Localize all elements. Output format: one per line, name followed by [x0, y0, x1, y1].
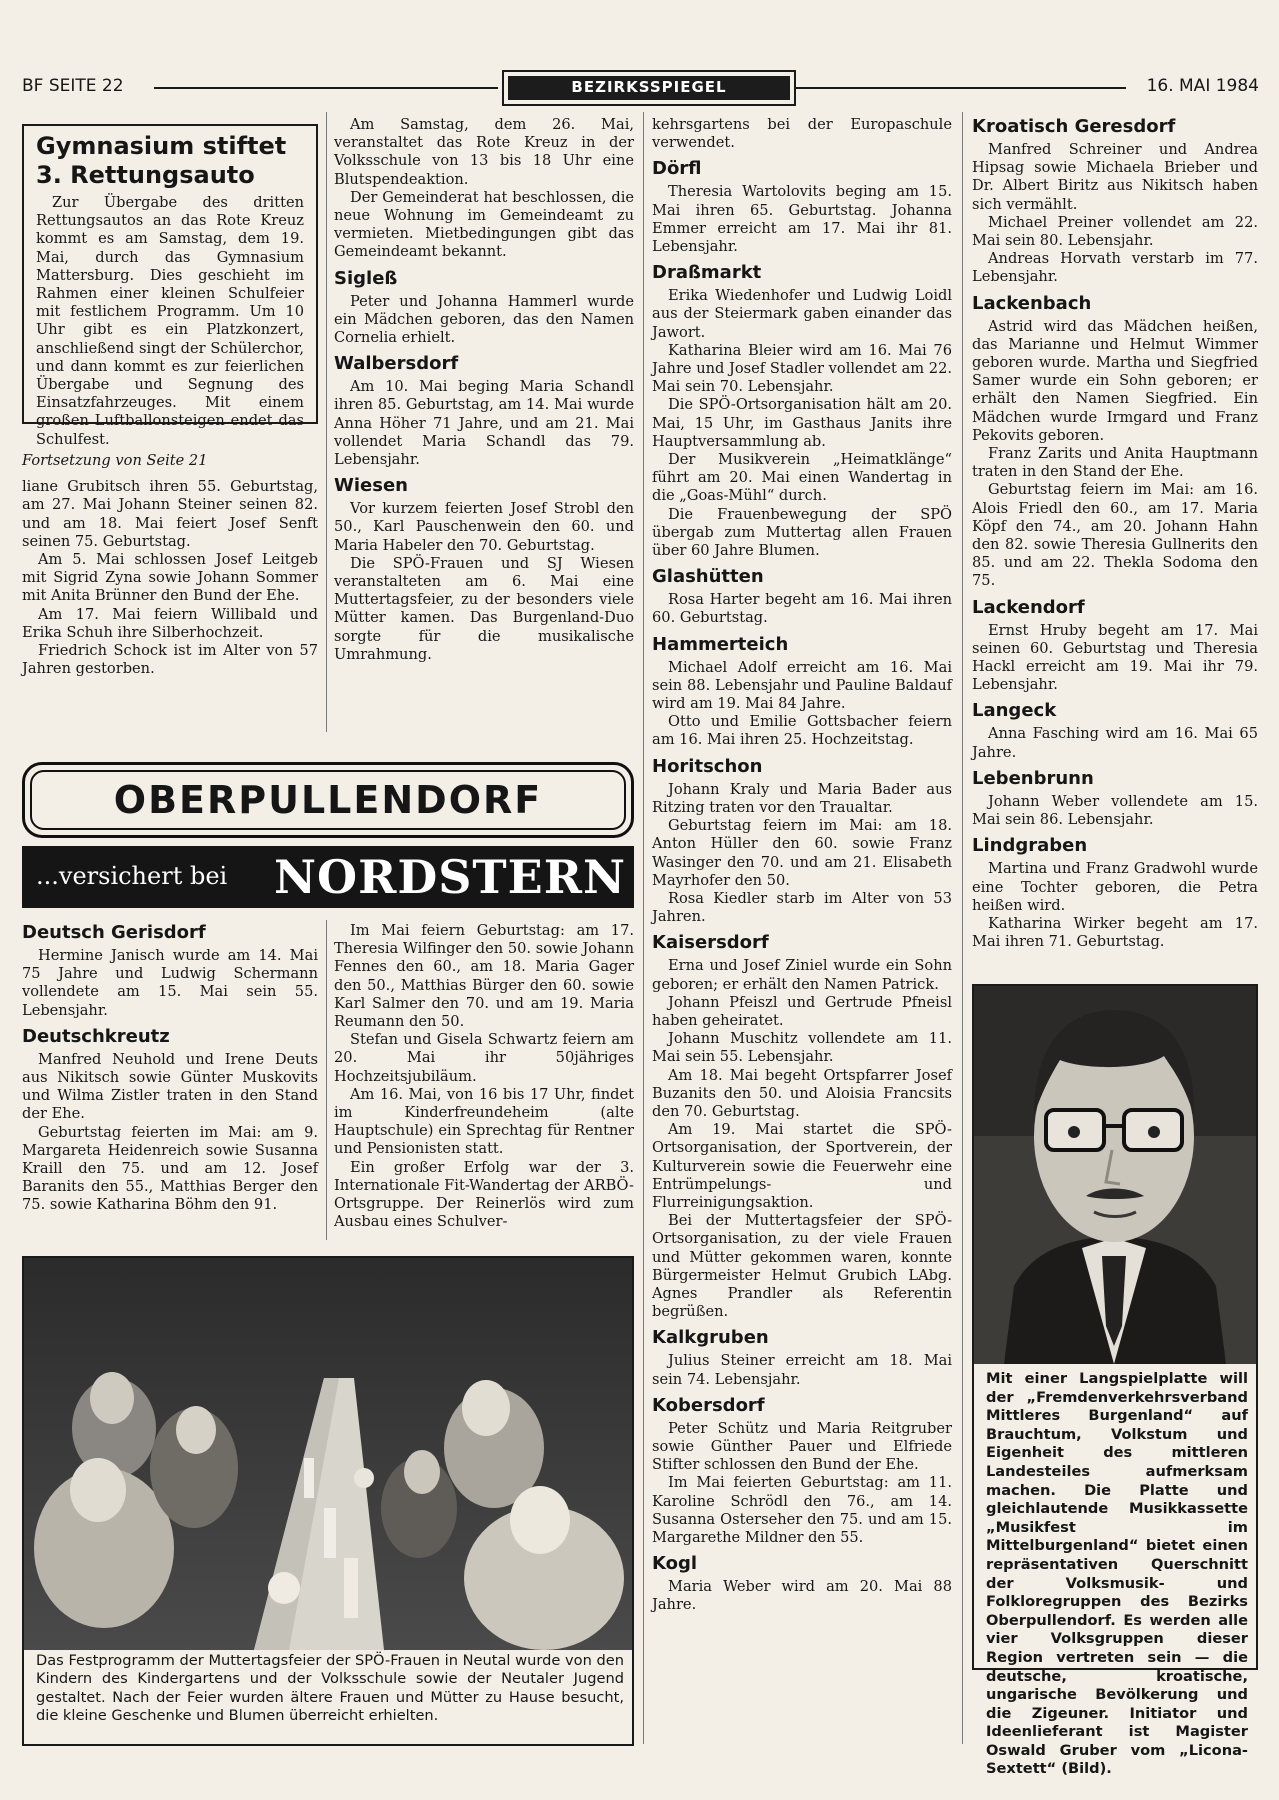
paragraph: Friedrich Schock ist im Alter von 57 Jahren gestorben. [22, 642, 318, 678]
issue-date: 16. MAI 1984 [1146, 76, 1259, 96]
town-heading: Kalkgruben [652, 1327, 769, 1349]
paragraph: Am Samstag, dem 26. Mai, veranstaltet das Rote Kreuz in der Volksschule von 13 bis 18 Uhr eine Blutspendeaktion. [334, 116, 634, 188]
continuation-note: Fortsetzung von Seite 21 [22, 452, 208, 469]
paragraph: Die Frauenbewegung der SPÖ übergab zum Muttertag allen Frauen über 60 Jahre Blumen. [652, 505, 952, 560]
town-heading: Lackenbach [972, 292, 1092, 314]
paragraph: Der Gemeinderat hat beschlossen, die neue Wohnung im Gemeindeamt zu vermieten. Mietbedingungen gibt das Gemeindeamt bekannt. [334, 188, 634, 261]
town-heading: Dörfl [652, 158, 702, 180]
column-2 [334, 116, 634, 664]
town-heading: Glashütten [652, 566, 764, 588]
paragraph: Vor kurzem feierten Josef Strobl den 50., Karl Pauschenwein den 60. und Maria Habeler den 70. Geburtstag. [334, 500, 634, 554]
paragraph: Manfred Schreiner und Andrea Hipsag sowie Michaela Brieber und Dr. Albert Biritz aus Nikitsch haben sich vermählt. [972, 141, 1258, 213]
column-1 [22, 452, 318, 678]
paragraph: Hermine Janisch wurde am 14. Mai 75 Jahre und Ludwig Schermann vollendete am 15. Mai sein 55. Lebensjahr. [22, 947, 318, 1019]
town-heading: Deutschkreutz [22, 1025, 170, 1047]
region-title: OBERPULLENDORF [30, 770, 626, 830]
paragraph: Rosa Kiedler starb im Alter von 53 Jahren. [652, 889, 952, 926]
paragraph: Johann Pfeiszl und Gertrude Pfneisl haben geheiratet. [652, 993, 952, 1029]
paragraph: Johann Weber vollendete am 15. Mai sein 86. Lebensjahr. [972, 792, 1258, 829]
paragraph: Am 16. Mai, von 16 bis 17 Uhr, findet im Kinderfreundeheim (alte Hauptschule) ein Sprechtag für Rentner und Pensionisten statt. [334, 1085, 634, 1158]
header-rule [154, 87, 498, 89]
lower-column-2 [334, 922, 634, 1231]
town-heading: Deutsch Gerisdorf [22, 922, 206, 943]
paragraph: Im Mai feierten Geburtstag: am 11. Karoline Schrödl den 76., am 14. Susanna Osterseher den 75. und am 15. Margarethe Mildner den 55. [652, 1474, 952, 1546]
lower-column-1 [22, 922, 318, 1215]
paragraph: Erika Wiedenhofer und Ludwig Loidl aus der Steiermark gaben einander das Jawort. [652, 287, 952, 341]
page-number: BF SEITE 22 [22, 76, 124, 96]
portrait-photo-image [974, 986, 1256, 1364]
paragraph: Die SPÖ-Ortsorganisation hält am 20. Mai, 15 Uhr, im Gasthaus Janits ihre Hauptversammlung ab. [652, 396, 952, 450]
town-heading: Draßmarkt [652, 262, 762, 284]
paragraph: Michael Preiner vollendet am 22. Mai sein 80. Lebensjahr. [972, 213, 1258, 250]
town-heading: Wiesen [334, 475, 408, 497]
box-text-wrap [36, 194, 304, 449]
paragraph: Im Mai feiern Geburtstag: am 17. Theresia Wilfinger den 50. sowie Johann Fennes den 60., am 18. Maria Gager den 50., Matthias Bürger den 60. sowie Karl Salmer den 70. und am 19. Maria Reumann den 50. [334, 922, 634, 1031]
page-header [22, 70, 1259, 106]
paragraph: Peter Schütz und Maria Reitgruber sowie Günther Pauer und Elfriede Stifter schlossen den Bund der Ehe. [652, 1419, 952, 1474]
paragraph: Stefan und Gisela Schwartz feiern am 20. Mai ihr 50jähriges Hochzeitsjubiläum. [334, 1031, 634, 1085]
paragraph: Katharina Wirker begeht am 17. Mai ihren 71. Geburtstag. [972, 914, 1258, 951]
paragraph: Erna und Josef Ziniel wurde ein Sohn geboren; er erhält den Namen Patrick. [652, 957, 952, 993]
paragraph: Martina und Franz Gradwohl wurde eine Tochter geboren, die Petra heißen wird. [972, 860, 1258, 914]
column-divider [962, 112, 963, 1744]
town-heading: Lackendorf [972, 596, 1085, 618]
paragraph: Theresia Wartolovits beging am 15. Mai ihren 65. Geburtstag. Johanna Emmer erreicht am 17. Mai ihr 81. Lebensjahr. [652, 183, 952, 256]
boxed-article [22, 124, 318, 448]
paragraph: Am 5. Mai schlossen Josef Leitgeb mit Sigrid Zyna sowie Johann Sommer mit Anita Brünner den Bund der Ehe. [22, 551, 318, 605]
region-banner [22, 762, 634, 838]
paragraph: Johann Muschitz vollendete am 11. Mai sein 55. Lebensjahr. [652, 1030, 952, 1066]
column-divider [326, 920, 327, 1240]
paragraph: Otto und Emilie Gottsbacher feiern am 16. Mai ihren 25. Hochzeitstag. [652, 713, 952, 749]
paragraph: Am 10. Mai beging Maria Schandl ihren 85. Geburtstag, am 14. Mai wurde Anna Höher 71 Jahre, und am 21. Mai vollendet Maria Schandl das 79. Lebensjahr. [334, 378, 634, 469]
column-4 [972, 116, 1258, 951]
paragraph: Maria Weber wird am 20. Mai 88 Jahre. [652, 1578, 952, 1614]
town-heading: Sigleß [334, 267, 398, 289]
paragraph: Julius Steiner erreicht am 18. Mai sein 74. Lebensjahr. [652, 1352, 952, 1388]
paragraph: Bei der Muttertagsfeier der SPÖ-Ortsorganisation, zu der viele Frauen und Mütter gekommen waren, konnte Bürgermeister Helmut Grubich LAbg. Agnes Prandler als Referentin begrüßen. [652, 1212, 952, 1321]
column-3 [652, 116, 952, 1615]
paragraph: Johann Kraly und Maria Bader aus Ritzing traten vor den Traualtar. [652, 780, 952, 816]
town-heading: Lebenbrunn [972, 767, 1094, 789]
town-heading: Langeck [972, 700, 1057, 722]
paragraph: Die SPÖ-Frauen und SJ Wiesen veranstalteten am 6. Mai eine Muttertagsfeier, zu der besonders viele Mütter kamen. Das Burgenland-Duo sorgte für die musikalische Umrahmung. [334, 554, 634, 663]
town-heading: Kaisersdorf [652, 932, 769, 954]
town-heading: Lindgraben [972, 835, 1088, 857]
box-title: Gymnasium stiftet 3. Rettungsauto [36, 132, 287, 189]
section-title: BEZIRKSSPIEGEL [508, 76, 790, 100]
sponsor-banner [22, 846, 634, 908]
paragraph: Anna Fasching wird am 16. Mai 65 Jahre. [972, 725, 1258, 761]
town-heading: Kogl [652, 1553, 698, 1575]
column-divider [326, 112, 327, 732]
paragraph: Am 17. Mai feiern Willibald und Erika Schuh ihre Silberhochzeit. [22, 605, 318, 641]
paragraph: Astrid wird das Mädchen heißen, das Marianne und Helmut Wimmer geboren wurde. Martha und Siegfried Samer wurde ein Sohn geboren; er erhält den Namen Siegfried. Ein Mädchen wurde Irmgard und Franz Pekovits geboren. [972, 317, 1258, 444]
header-rule [796, 87, 1126, 89]
column-divider [643, 112, 644, 1744]
town-heading: Horitschon [652, 755, 763, 777]
paragraph: liane Grubitsch ihren 55. Geburtstag, am 27. Mai Johann Steiner seinen 82. und am 18. Mai feiert Josef Senft seinen 75. Geburtstag. [22, 478, 318, 550]
paragraph: Geburtstag feiern im Mai: am 18. Anton Hüller den 60. sowie Franz Wasinger den 70. und am 21. Elisabeth Mayrhofer den 50. [652, 817, 952, 889]
town-heading: Hammerteich [652, 633, 789, 655]
box-text: Zur Übergabe des dritten Rettungsautos an das Rote Kreuz kommt es am Samstag, dem 19. Mai, durch das Gymnasium Mattersburg. Dies geschieht im Rahmen einer kleinen Schulfeier mit festlichem Programm. Um 10 Uhr gibt es ein Platzkonzert, anschließend singt der Schülerchor, und dann kommt es zur feierlichen Übergabe und Segnung des Einsatzfahrzeuges. Mit einem großen Luftballonsteigen endet das Schulfest. [36, 194, 304, 448]
paragraph: Franz Zarits und Anita Hauptmann traten in den Stand der Ehe. [972, 445, 1258, 481]
sponsor-slogan: ...versichert bei [36, 862, 228, 890]
paragraph: kehrsgartens bei der Europaschule verwendet. [652, 116, 952, 152]
festival-photo-image [24, 1258, 632, 1650]
paragraph: Rosa Harter begeht am 16. Mai ihren 60. Geburtstag. [652, 591, 952, 627]
paragraph: Ernst Hruby begeht am 17. Mai seinen 60. Geburtstag und Theresia Hackl erreicht am 19. Mai ihr 79. Lebensjahr. [972, 621, 1258, 694]
paragraph: Michael Adolf erreicht am 16. Mai sein 88. Lebensjahr und Pauline Baldauf wird am 19. Mai 84 Jahre. [652, 658, 952, 713]
paragraph: Geburtstag feierten im Mai: am 9. Margareta Heidenreich sowie Susanna Kraill den 75. und am 12. Josef Baranits den 55., Matthias Berger den 75. sowie Katharina Böhm den 91. [22, 1123, 318, 1214]
paragraph: Andreas Horvath verstarb im 77. Lebensjahr. [972, 250, 1258, 286]
paragraph: Peter und Johanna Hammerl wurde ein Mädchen geboren, das den Namen Cornelia erhielt. [334, 292, 634, 347]
section-badge [502, 70, 796, 106]
paragraph: Am 18. Mai begeht Ortspfarrer Josef Buzanits den 50. und Aloisia Francsits den 70. Geburtstag. [652, 1066, 952, 1120]
photo-festival-caption: Das Festprogramm der Muttertagsfeier der SPÖ-Frauen in Neutal wurde von den Kindern des Kindergartens und der Volksschule sowie der Neutaler Jugend gestaltet. Nach der Feier wurden ältere Frauen und Mütter zu Hause besucht, die kleine Geschenke und Blumen überreicht erhielten. [36, 1652, 624, 1725]
town-heading: Kobersdorf [652, 1394, 765, 1416]
town-heading: Kroatisch Geresdorf [972, 116, 1176, 137]
photo-portrait-caption: Mit einer Langspielplatte will der „Fremdenverkehrsverband Mittleres Burgenland“ auf Brauchtum, Volkstum und Eigenheit des mittleren Landesteiles aufmerksam machen. Die Platte und gleichlautende Musikkassette „Musikfest im Mittelburgenland“ bietet einen repräsentativen Querschnitt der Volksmusik- und Folkloregruppen des Bezirks Oberpullendorf. Es werden alle vier Volksgruppen dieser Region vertreten sein — die deutsche, kroatische, ungarische Bevölkerung und die Zigeuner. Initiator und Ideenlieferant ist Magister Oswald Gruber vom „Licona-Sextett“ (Bild). [986, 1370, 1248, 1778]
paragraph: Ein großer Erfolg war der 3. Internationale Fit-Wandertag der ARBÖ-Ortsgruppe. Der Reinerlös wird zum Ausbau eines Schulver- [334, 1158, 634, 1231]
paragraph: Katharina Bleier wird am 16. Mai 76 Jahre und Josef Stadler vollendet am 22. Mai sein 70. Lebensjahr. [652, 341, 952, 396]
paragraph: Am 19. Mai startet die SPÖ-Ortsorganisation, der Sportverein, der Kulturverein sowie die Feuerwehr eine Entrümpelungs- und Flurreinigungsaktion. [652, 1121, 952, 1211]
sponsor-name: NORDSTERN [273, 850, 626, 904]
paragraph: Geburtstag feiern im Mai: am 16. Alois Friedl den 60., am 17. Maria Köpf den 74., am 20. Johann Hahn den 82. sowie Theresia Gullnerits den 85. und am 22. Thekla Sodoma den 75. [972, 481, 1258, 590]
paragraph: Manfred Neuhold und Irene Deuts aus Nikitsch sowie Günter Muskovits und Wilma Zistler traten in den Stand der Ehe. [22, 1050, 318, 1123]
paragraph: Der Musikverein „Heimatklänge“ führt am 20. Mai einen Wandertag in die „Goas-Mühl“ durch. [652, 451, 952, 505]
town-heading: Walbersdorf [334, 353, 459, 375]
